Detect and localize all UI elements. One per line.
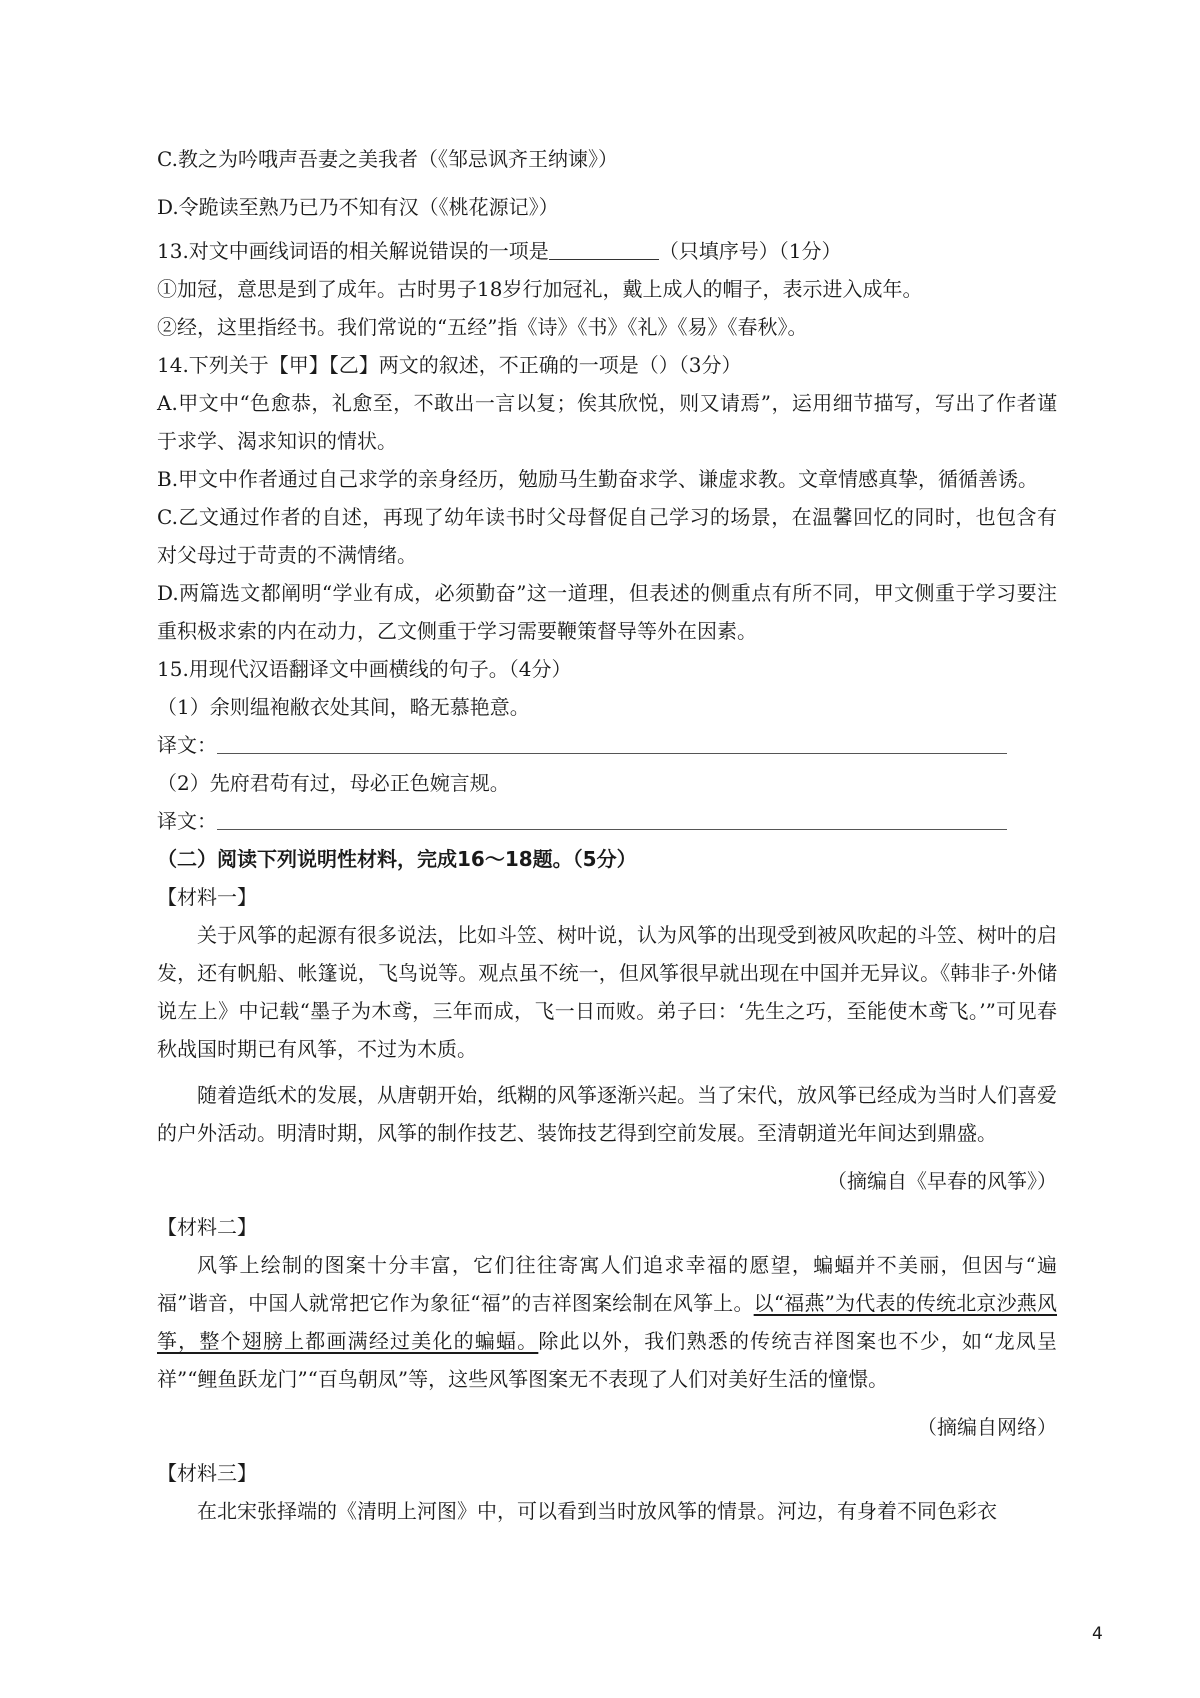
question-14: 14.下列关于【甲】【乙】两文的叙述，不正确的一项是（）（3分）: [157, 353, 742, 377]
material-2-paragraph: [157, 1246, 1057, 1398]
translation-blank-2[interactable]: [217, 807, 1007, 830]
material-2-source: （摘编自网络）: [917, 1415, 1057, 1439]
question-13-tail: （只填序号）（1分）: [658, 239, 842, 263]
option-c: C.教之为吟哦声吾妻之美我者（《邹忌讽齐王纳谏》）: [157, 147, 618, 171]
translation-blank-1[interactable]: [217, 731, 1007, 754]
question-14-option-a: A.甲文中“色愈恭，礼愈至，不敢出一言以复；俟其欣悦，则又请焉”，运用细节描写，写出了作者谨于求学、渴求知识的情状。: [157, 391, 1057, 453]
translation-label: 译文：: [157, 733, 217, 757]
material-2-text-b: 除此以外，我们熟悉的传统吉祥图案也不少，如“龙凤呈祥”“鲤鱼跃龙门”“百鸟朝凤”等，这些风筝图案无不表现了人们对美好生活的憧憬。: [157, 1329, 1057, 1391]
document-page: [157, 140, 1057, 1530]
question-15: 15.用现代汉语翻译文中画横线的句子。（4分）: [157, 657, 572, 681]
section-2-heading: （二）阅读下列说明性材料，完成16～18题。（5分）: [157, 847, 637, 871]
question-13-stem: 13.对文中画线词语的相关解说错误的一项是: [157, 239, 549, 263]
page-number: 4: [1092, 1624, 1103, 1644]
material-3-title: 【材料三】: [157, 1461, 257, 1485]
question-15-item-1: （1）余则缊袍敝衣处其间，略无慕艳意。: [157, 695, 530, 719]
material-1-paragraph-2: 随着造纸术的发展，从唐朝开始，纸糊的风筝逐渐兴起。当了宋代，放风筝已经成为当时人们喜爱的户外活动。明清时期，风筝的制作技艺、装饰技艺得到空前发展。至清朝道光年间达到鼎盛。: [157, 1083, 1057, 1145]
answer-blank[interactable]: [549, 237, 659, 260]
material-2-title: 【材料二】: [157, 1215, 257, 1239]
question-13-item-2: ②经，这里指经书。我们常说的“五经”指《诗》《书》《礼》《易》《春秋》。: [157, 315, 808, 339]
question-14-option-d: D.两篇选文都阐明“学业有成，必须勤奋”这一道理，但表述的侧重点有所不同，甲文侧重于学习要注重积极求索的内在动力，乙文侧重于学习需要鞭策督导等外在因素。: [157, 581, 1057, 643]
translation-row-2: [157, 802, 1057, 840]
question-15-item-2: （2）先府君苟有过，母必正色婉言规。: [157, 771, 510, 795]
translation-label: 译文：: [157, 809, 217, 833]
material-2-underlined-sentence: 以“福燕”为代表的传统北京沙燕风筝，整个翅膀上都画满经过美化的蝙蝠。: [157, 1291, 1057, 1353]
material-3-paragraph: 在北宋张择端的《清明上河图》中，可以看到当时放风筝的情景。河边，有身着不同色彩衣: [197, 1499, 997, 1523]
translation-row-1: [157, 726, 1057, 764]
material-1-source: （摘编自《早春的风筝》）: [827, 1169, 1057, 1193]
material-2-text-a: 风筝上绘制的图案十分丰富，它们往往寄寓人们追求幸福的愿望，蝙蝠并不美丽，但因与“遍福”谐音，中国人就常把它作为象征“福”的吉祥图案绘制在风筝上。: [157, 1253, 1057, 1315]
question-14-option-b: B.甲文中作者通过自己求学的亲身经历，勉励马生勤奋求学、谦虚求教。文章情感真挚，循循善诱。: [157, 467, 1039, 491]
material-1-paragraph-1: 关于风筝的起源有很多说法，比如斗笠、树叶说，认为风筝的出现受到被风吹起的斗笠、树叶的启发，还有帆船、帐篷说，飞鸟说等。观点虽不统一，但风筝很早就出现在中国并无异议。《韩非子·外储说左上》中记载“墨子为木鸢，三年而成，飞一日而败。弟子曰：‘先生之巧，至能使木鸢飞。’”可见春秋战国时期已有风筝，不过为木质。: [157, 923, 1057, 1061]
question-14-option-c: C.乙文通过作者的自述，再现了幼年读书时父母督促自己学习的场景，在温馨回忆的同时，也包含有对父母过于苛责的不满情绪。: [157, 505, 1057, 567]
question-13: [157, 232, 1057, 270]
question-13-item-1: ①加冠，意思是到了成年。古时男子18岁行加冠礼，戴上成人的帽子，表示进入成年。: [157, 277, 923, 301]
material-1-title: 【材料一】: [157, 885, 257, 909]
option-d: D.令跪读至熟乃已乃不知有汉（《桃花源记》）: [157, 195, 559, 219]
